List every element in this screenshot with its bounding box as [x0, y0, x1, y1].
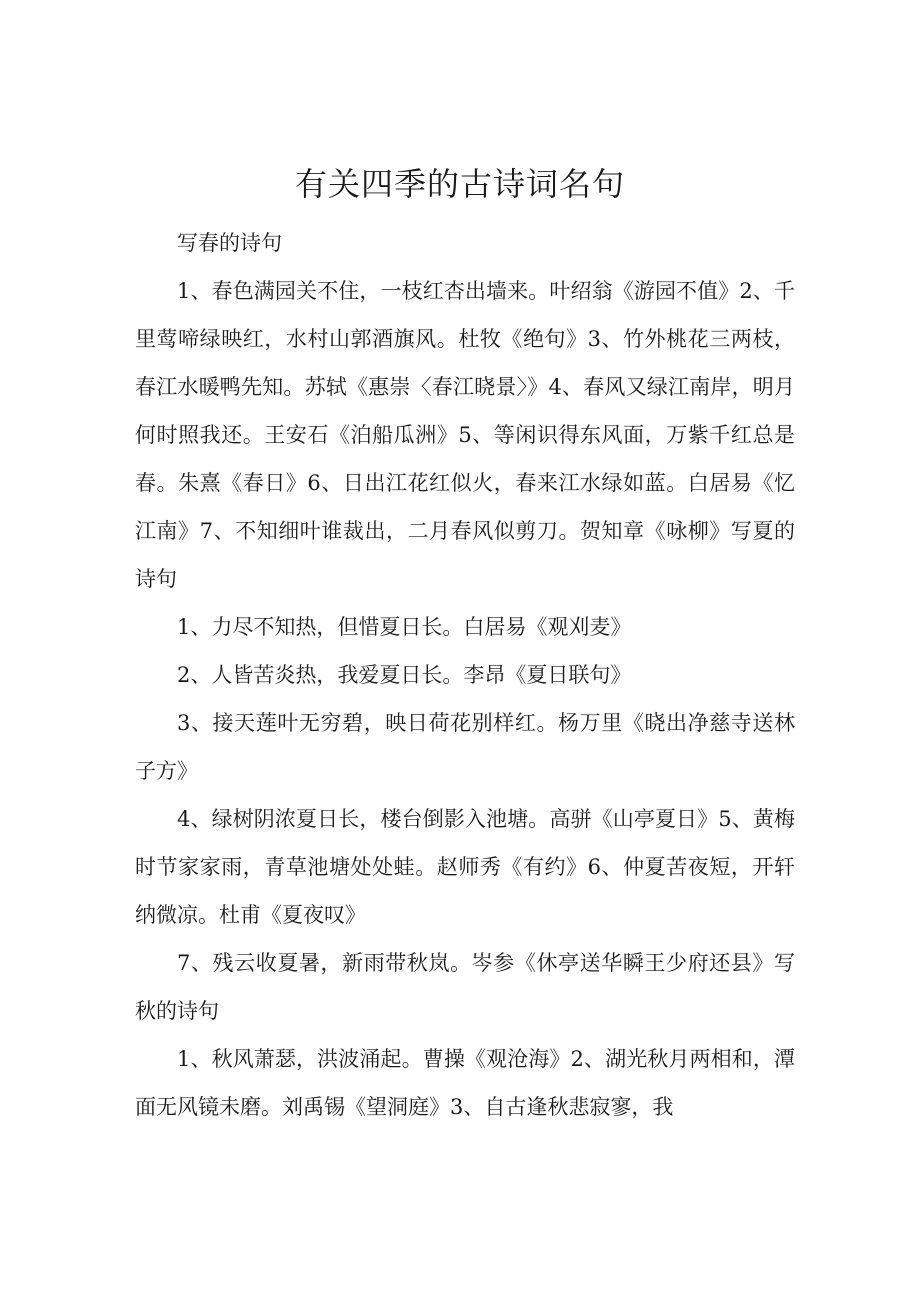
paragraph-summer-7: 7、残云收夏暑，新雨带秋岚。岑参《休亭送华瞬王少府还县》写秋的诗句	[135, 951, 795, 1023]
document-body	[135, 219, 795, 1131]
paragraph-spring-heading: 写春的诗句	[177, 231, 282, 255]
paragraph-autumn-poems: 1、秋风萧瑟，洪波涌起。曹操《观沧海》2、湖光秋月两相和，潭面无风镜未磨。刘禹锡《望洞庭》3、自古逢秋悲寂寥，我	[135, 1047, 795, 1119]
document-title: 有关四季的古诗词名句	[294, 165, 625, 203]
paragraph-summer-1: 1、力尽不知热，但惜夏日长。白居易《观刈麦》	[177, 615, 632, 639]
paragraph-summer-3: 3、接天莲叶无穷碧，映日荷花别样红。杨万里《晓出净慈寺送林子方》	[135, 711, 795, 783]
paragraph-summer-2: 2、人皆苦炎热，我爱夏日长。李昂《夏日联句》	[177, 663, 632, 687]
paragraph-summer-4-6: 4、绿树阴浓夏日长，楼台倒影入池塘。高骈《山亭夏日》5、黄梅时节家家雨，青草池塘处处蛙。赵师秀《有约》6、仲夏苦夜短，开轩纳微凉。杜甫《夏夜叹》	[135, 807, 795, 927]
paragraph-spring-poems: 1、春色满园关不住，一枝红杏出墙来。叶绍翁《游园不值》2、千里莺啼绿映红，水村山郭酒旗风。杜牧《绝句》3、竹外桃花三两枝，春江水暖鸭先知。苏轼《惠崇〈春江晓景〉》4、春风又绿江南岸，明月何时照我还。王安石《泊船瓜洲》5、等闲识得东风面，万紫千红总是春。朱熹《春日》6、日出江花红似火，春来江水绿如蓝。白居易《忆江南》7、不知细叶谁裁出，二月春风似剪刀。贺知章《咏柳》写夏的诗句	[135, 279, 795, 591]
